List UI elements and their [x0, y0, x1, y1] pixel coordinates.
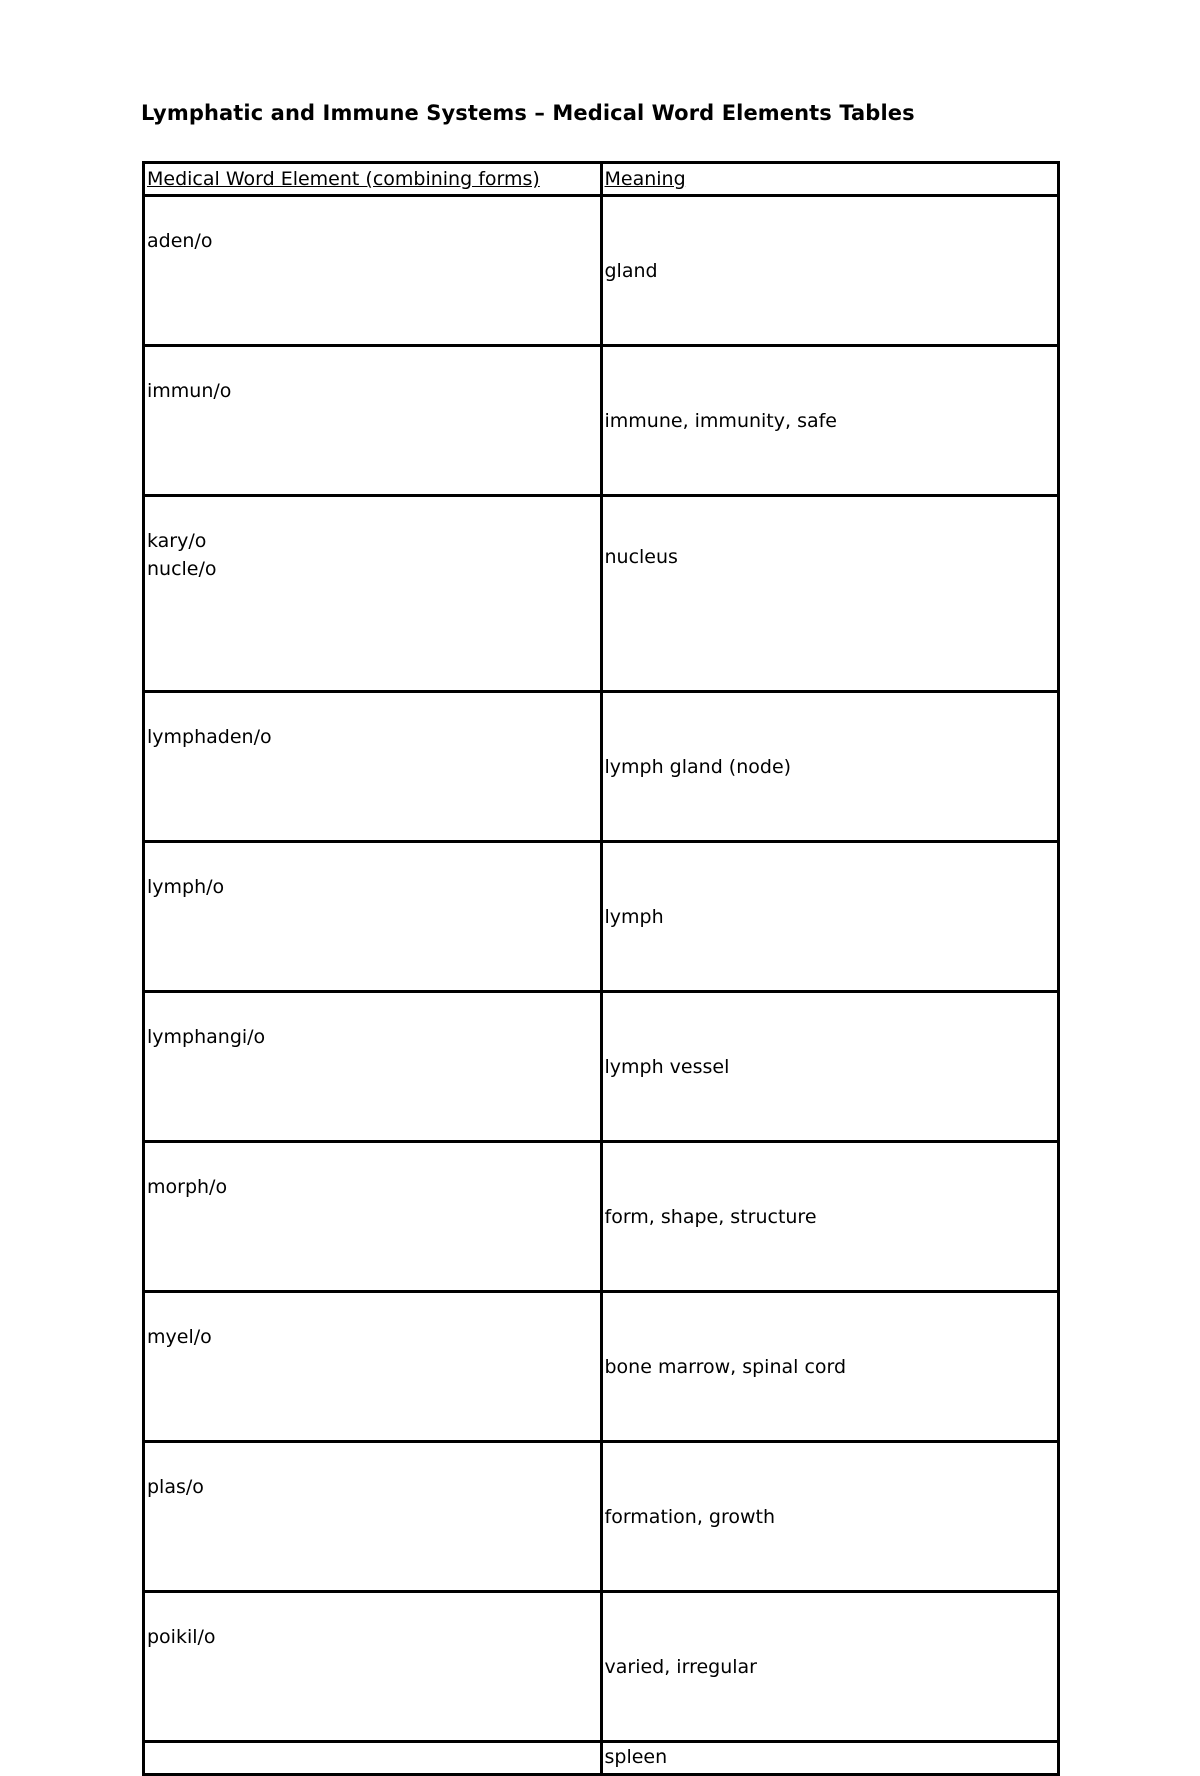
- element-text: kary/o: [147, 530, 207, 552]
- element-cell: [144, 692, 602, 842]
- table-row: [144, 692, 1059, 842]
- page-title: Lymphatic and Immune Systems – Medical Word Elements Tables: [141, 101, 915, 125]
- element-cell: [144, 196, 602, 346]
- element-cell: [144, 1742, 602, 1775]
- table-row: [144, 1442, 1059, 1592]
- table-row: [144, 496, 1059, 692]
- table-row: [144, 1592, 1059, 1742]
- element-cell: [144, 1442, 602, 1592]
- element-text: nucle/o: [147, 558, 217, 580]
- meaning-cell: nucleus: [601, 496, 1059, 692]
- element-cell: [144, 842, 602, 992]
- meaning-cell: bone marrow, spinal cord: [601, 1292, 1059, 1442]
- meaning-cell: lymph vessel: [601, 992, 1059, 1142]
- meaning-cell: varied, irregular: [601, 1592, 1059, 1742]
- element-text: lymphaden/o: [147, 726, 272, 748]
- table-header-row: [144, 163, 1059, 196]
- meaning-cell: spleen: [601, 1742, 1059, 1775]
- element-text: plas/o: [147, 1476, 204, 1498]
- header-meaning: Meaning: [601, 163, 1059, 196]
- meaning-cell: lymph: [601, 842, 1059, 992]
- table-row: [144, 1742, 1059, 1775]
- element-cell: [144, 1142, 602, 1292]
- table-row: [144, 346, 1059, 496]
- table-row: [144, 1142, 1059, 1292]
- element-text: morph/o: [147, 1176, 228, 1198]
- meaning-cell: form, shape, structure: [601, 1142, 1059, 1292]
- element-cell: [144, 1292, 602, 1442]
- element-cell: [144, 992, 602, 1142]
- element-text: aden/o: [147, 230, 213, 252]
- meaning-cell: formation, growth: [601, 1442, 1059, 1592]
- element-text: myel/o: [147, 1326, 212, 1348]
- header-element: Medical Word Element (combining forms): [144, 163, 602, 196]
- element-text: lymphangi/o: [147, 1026, 266, 1048]
- element-cell: [144, 1592, 602, 1742]
- word-elements-table-container: [142, 161, 1062, 1776]
- meaning-cell: lymph gland (node): [601, 692, 1059, 842]
- table-row: [144, 992, 1059, 1142]
- table-row: [144, 1292, 1059, 1442]
- element-cell: [144, 496, 602, 692]
- meaning-cell: gland: [601, 196, 1059, 346]
- element-text: immun/o: [147, 380, 232, 402]
- meaning-cell: immune, immunity, safe: [601, 346, 1059, 496]
- table-row: [144, 842, 1059, 992]
- table-row: [144, 196, 1059, 346]
- element-cell: [144, 346, 602, 496]
- element-text: lymph/o: [147, 876, 225, 898]
- element-text: poikil/o: [147, 1626, 216, 1648]
- word-elements-table: [142, 161, 1060, 1776]
